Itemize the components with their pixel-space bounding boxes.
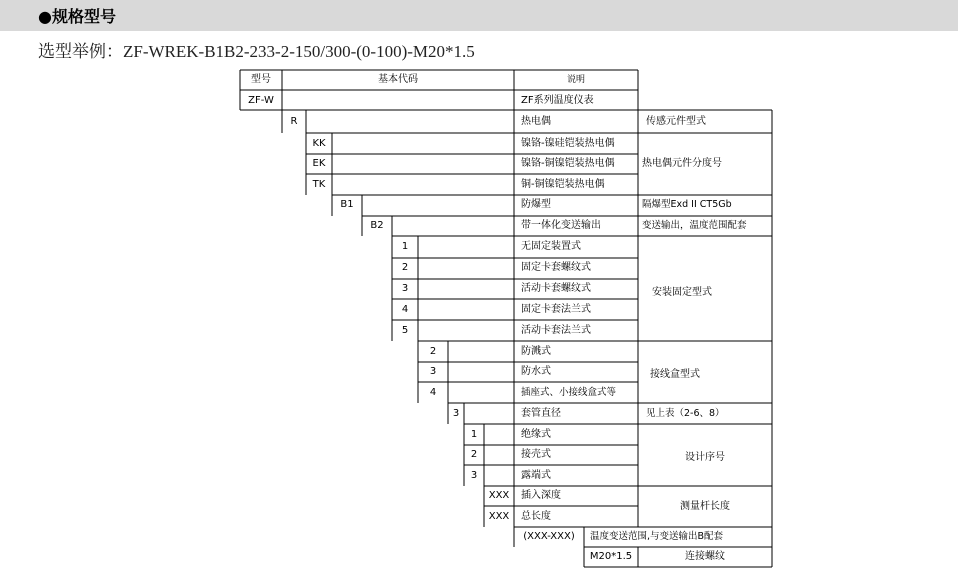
- desc-cell: 总长度: [521, 511, 551, 522]
- group-note: 设计序号: [685, 452, 725, 463]
- desc-cell: 绝缘式: [521, 429, 551, 440]
- group-note: 测量杆长度: [680, 501, 730, 512]
- desc-cell: 镍铬-镍硅铠装热电偶: [521, 138, 615, 149]
- code-cell: 4: [401, 304, 409, 315]
- code-cell: XXX: [488, 490, 510, 501]
- code-cell: TK: [312, 179, 326, 190]
- group-note: 热电偶元件分度号: [642, 158, 722, 169]
- desc-cell: 温度变送范围,与变送输出B配套: [590, 531, 724, 542]
- section-title: ●规格型号: [38, 7, 116, 26]
- group-note: 变送输出，温度范围配套: [642, 220, 747, 231]
- desc-cell: 活动卡套螺纹式: [521, 283, 591, 294]
- code-cell: 2: [401, 262, 409, 273]
- code-cell: 3: [401, 283, 409, 294]
- code-cell: (XXX-XXX): [523, 531, 575, 542]
- desc-cell: 接壳式: [521, 449, 551, 460]
- selection-example: 选型举例：ZF-WREK-B1B2-233-2-150/300-(0-100)-M20*1.5: [38, 42, 475, 61]
- code-cell: 3: [452, 408, 460, 419]
- desc-cell: 防爆型: [521, 199, 551, 210]
- code-cell: ZF-W: [248, 95, 274, 106]
- code-cell: 5: [401, 325, 409, 336]
- group-note: 隔爆型Exd II CT5Gb: [642, 199, 732, 210]
- header-model: 型号: [251, 74, 271, 85]
- desc-cell: 无固定装置式: [521, 241, 581, 252]
- desc-cell: 活动卡套法兰式: [521, 325, 591, 336]
- code-cell: EK: [312, 158, 326, 169]
- group-note: 安装固定型式: [652, 287, 712, 298]
- code-cell: KK: [312, 138, 326, 149]
- desc-cell: 连接螺纹: [685, 551, 725, 562]
- desc-cell: 固定卡套螺纹式: [521, 262, 591, 273]
- desc-cell: 铜-铜镍铠装热电偶: [521, 179, 605, 190]
- desc-cell: 防水式: [521, 366, 551, 377]
- group-note: 见上表（2-6、8）: [646, 408, 725, 419]
- desc-cell: 防溅式: [521, 346, 551, 357]
- code-cell: B1: [340, 199, 354, 210]
- code-cell: B2: [370, 220, 384, 231]
- code-cell: 3: [470, 470, 478, 481]
- desc-cell: 带一体化变送输出: [521, 220, 601, 231]
- header-basic-code: 基本代码: [378, 74, 418, 85]
- desc-cell: 套管直径: [521, 408, 561, 419]
- code-cell: M20*1.5: [589, 551, 633, 562]
- code-cell: 1: [401, 241, 409, 252]
- group-note: 接线盒型式: [650, 369, 700, 380]
- code-cell: 1: [470, 429, 478, 440]
- desc-cell: 镍铬-铜镍铠装热电偶: [521, 158, 615, 169]
- code-cell: 2: [470, 449, 478, 460]
- desc-cell: 插入深度: [521, 490, 561, 501]
- header-description: 说明: [566, 75, 586, 85]
- desc-cell: 插座式、小接线盒式等: [521, 387, 617, 398]
- code-cell: R: [290, 116, 298, 127]
- desc-cell: 固定卡套法兰式: [521, 304, 591, 315]
- code-cell: 4: [429, 387, 437, 398]
- desc-cell: ZF系列温度仪表: [521, 95, 594, 106]
- code-cell: 2: [429, 346, 437, 357]
- group-note: 传感元件型式: [646, 116, 706, 127]
- code-cell: XXX: [488, 511, 510, 522]
- desc-cell: 露端式: [521, 470, 551, 481]
- desc-cell: 热电偶: [521, 116, 551, 127]
- code-cell: 3: [429, 366, 437, 377]
